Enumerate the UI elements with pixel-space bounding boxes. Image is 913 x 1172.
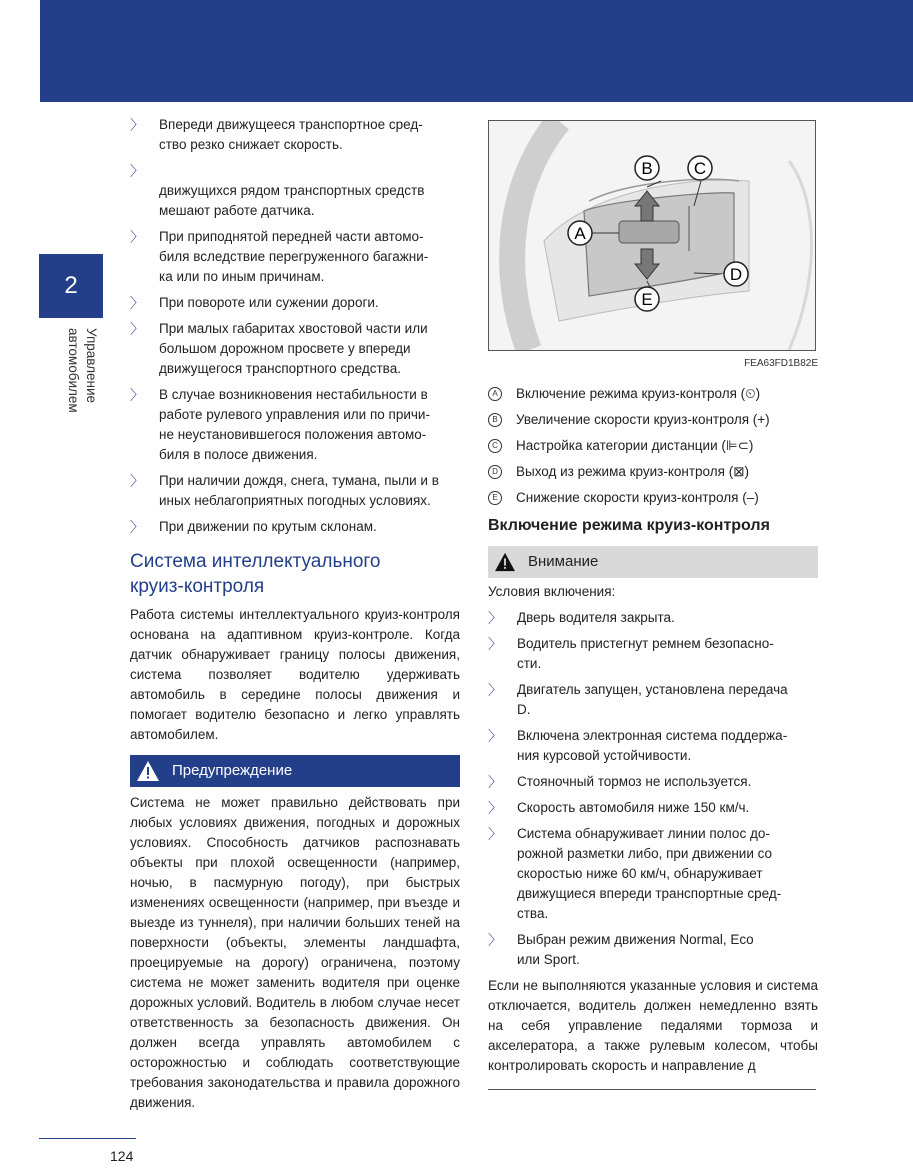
bullet-item (130, 385, 460, 465)
bullet-line: При движении по крутым склонам. (159, 519, 377, 534)
legend-item (488, 462, 818, 482)
chevron-right-icon: 〉 (488, 932, 502, 948)
chapter-label-line-1: Управление (84, 328, 99, 404)
legend-text: Увеличение скорости круиз-контроля (+) (516, 412, 770, 427)
chevron-right-icon: 〉 (130, 387, 144, 403)
caution-icon (494, 552, 516, 572)
intro-paragraph: Работа системы интеллектуального круиз-контроля основана на адаптивном круиз-контроле. Когда датчик обнаруживает границу полосы движения, система позволяет водителю удерживать автомобиль в середине полосы движения и помогает водителю безопасно и легко управлять автомобилем. (130, 607, 460, 742)
legend-text: Выход из режима круиз-контроля (⊠) (516, 464, 750, 479)
chevron-right-icon: 〉 (488, 636, 502, 652)
bullet-line: мешают работе датчика. (159, 203, 315, 218)
chapter-number-tab (39, 254, 103, 318)
bullet-line: рожной разметки либо, при движении со (517, 846, 773, 861)
chevron-right-icon: 〉 (130, 117, 144, 133)
bullet-line: В случае возникновения нестабильности в (159, 387, 428, 402)
bullet-line: Впереди движущееся транспортное сред- (159, 117, 423, 132)
bullet-item (130, 319, 460, 379)
legend-item (488, 410, 818, 430)
bullet-line: При малых габаритах хвостовой части или (159, 321, 428, 336)
chevron-right-icon: 〉 (488, 728, 502, 744)
chevron-right-icon: 〉 (130, 519, 144, 535)
chevron-right-icon: 〉 (130, 473, 144, 489)
left-bullet-list (130, 115, 460, 537)
bullet-line: Скорость автомобиля ниже 150 км/ч. (517, 800, 750, 815)
bullet-item (488, 680, 818, 720)
bullet-item (130, 227, 460, 287)
legend-item (488, 488, 818, 508)
bullet-line: движущегося транспортного средства. (159, 361, 401, 376)
chevron-right-icon: 〉 (130, 321, 144, 337)
bullet-line: ства. (517, 906, 549, 921)
warning-icon (136, 760, 160, 782)
bullet-line: сти. (517, 656, 542, 671)
bullet-line: Водитель пристегнут ремнем безопасно- (517, 636, 774, 651)
section-title-line-2: круиз-контроля (130, 576, 265, 597)
bullet-line: Дверь водителя закрыта. (517, 610, 675, 625)
figure-code: FEA63FD1B82E (744, 358, 818, 369)
chapter-label-line-2: автомобилем (66, 328, 81, 413)
warning-text: Система не может правильно действовать при любых условиях движения, погодных и дорожных условиях. Способность датчиков распознавать объекты при плохой освещенности (например, ночью, в пасмурную погоду), при быстрых изменениях освещенности (например, при въезде и выезде из туннеля), при наличии больших теней на поверхности (объекты, элементы ландшафта, проецируемые на дорогу) ограничена, поэтому система не может заменить водителя при оценке дорожных условий. Водитель в любом случае несет ответственность за безопасность движения. Он должен всегда управлять автомобилем с осторожностью и соблюдать соответствующие требования законодательства и правила дорожного движения. (130, 795, 460, 1110)
page-number: 124 (110, 1148, 134, 1164)
chevron-right-icon: 〉 (488, 800, 502, 816)
header-band (40, 0, 913, 102)
caution-banner (488, 546, 818, 578)
bullet-line: При приподнятой передней части автомо- (159, 229, 424, 244)
bullet-item (130, 161, 460, 221)
bullet-item (488, 930, 818, 970)
callout-d: D (729, 265, 743, 284)
bullet-line: Стояночный тормоз не используется. (517, 774, 752, 789)
steering-wheel-figure (488, 120, 816, 351)
bullet-line: ство резко снижает скорость. (159, 137, 343, 152)
column-end-rule (488, 1089, 816, 1090)
legend-marker: C (488, 439, 502, 453)
bullet-line: D. (517, 702, 531, 717)
chevron-right-icon: 〉 (488, 682, 502, 698)
callout-e: E (641, 290, 653, 309)
bullet-line: Выбран режим движения Normal, Eco (517, 932, 754, 947)
bullet-line: движущихся рядом транспортных средств (159, 183, 425, 198)
bullet-line: движущиеся впереди транспортные сред- (517, 886, 782, 901)
legend-item (488, 436, 818, 456)
chevron-right-icon: 〉 (130, 295, 144, 311)
figure-legend (488, 384, 818, 508)
chapter-number: 2 (64, 272, 78, 299)
bullet-line: Система обнаруживает линии полос до- (517, 826, 770, 841)
bullet-line: биля вследствие перегруженного багажни- (159, 249, 429, 264)
legend-item (488, 384, 818, 404)
chevron-right-icon: 〉 (130, 229, 144, 245)
bullet-line: работе рулевого управления или по причи- (159, 407, 430, 422)
steering-wheel-illustration (489, 121, 815, 350)
legend-text: Включение режима круиз-контроля (⏲) (516, 386, 761, 401)
callout-a: A (574, 224, 586, 243)
section-title (130, 549, 460, 599)
bullet-line: Включена электронная система поддержа- (517, 728, 788, 743)
right-column (488, 120, 818, 1086)
bullet-item (488, 824, 818, 924)
bullet-line: Двигатель запущен, установлена передача (517, 682, 788, 697)
bullet-item (488, 772, 818, 792)
chapter-label (60, 328, 100, 428)
bullet-item (130, 115, 460, 155)
subsection-title: Включение режима круиз-контроля (488, 517, 770, 534)
chevron-right-icon: 〉 (488, 826, 502, 842)
bullet-line: биля в полосе движения. (159, 447, 318, 462)
closing-paragraph: Если не выполняются указанные условия и система отключается, водитель должен немедленно взять на себя управление педалями тормоза и акселератора, а также рулевым колесом, чтобы контролировать скорость и направление д (488, 978, 818, 1073)
bullet-line: При наличии дождя, снега, тумана, пыли и в (159, 473, 439, 488)
bullet-line: скоростью ниже 60 км/ч, обнаруживает (517, 866, 763, 881)
bullet-line: или Sport. (517, 952, 580, 967)
chevron-right-icon: 〉 (488, 774, 502, 790)
bullet-item (488, 634, 818, 674)
bullet-item (130, 293, 460, 313)
bullet-item (130, 517, 460, 537)
legend-marker: B (488, 413, 502, 427)
bullet-line (159, 161, 460, 181)
bullet-item (488, 798, 818, 818)
bullet-line: ния курсовой устойчивости. (517, 748, 692, 763)
warning-banner (130, 755, 460, 787)
bullet-item (488, 608, 818, 628)
bullet-line: иных неблагоприятных погодных условиях. (159, 493, 431, 508)
bullet-line: ка или по иным причинам. (159, 269, 325, 284)
legend-text: Снижение скорости круиз-контроля (–) (516, 490, 759, 505)
legend-marker: A (488, 387, 502, 401)
bullet-line: не неустановившегося положения автомо- (159, 427, 427, 442)
left-column (130, 115, 460, 1123)
callout-c: C (693, 159, 707, 178)
conditions-list (488, 608, 818, 970)
callout-b: B (641, 159, 653, 178)
bullet-item (488, 726, 818, 766)
conditions-label: Условия включения: (488, 584, 616, 599)
warning-label: Предупреждение (172, 762, 293, 779)
caution-label: Внимание (528, 553, 599, 570)
bullet-line: большом дорожном просвете у впереди (159, 341, 411, 356)
bullet-item (130, 471, 460, 511)
chevron-right-icon: 〉 (130, 163, 144, 179)
legend-marker: E (488, 491, 502, 505)
section-title-line-1: Система интеллектуального (130, 551, 381, 572)
chevron-right-icon: 〉 (488, 610, 502, 626)
legend-marker: D (488, 465, 502, 479)
footer-rule (39, 1138, 136, 1139)
legend-text: Настройка категории дистанции (⊫⊂) (516, 438, 754, 453)
bullet-line: При повороте или сужении дороги. (159, 295, 379, 310)
